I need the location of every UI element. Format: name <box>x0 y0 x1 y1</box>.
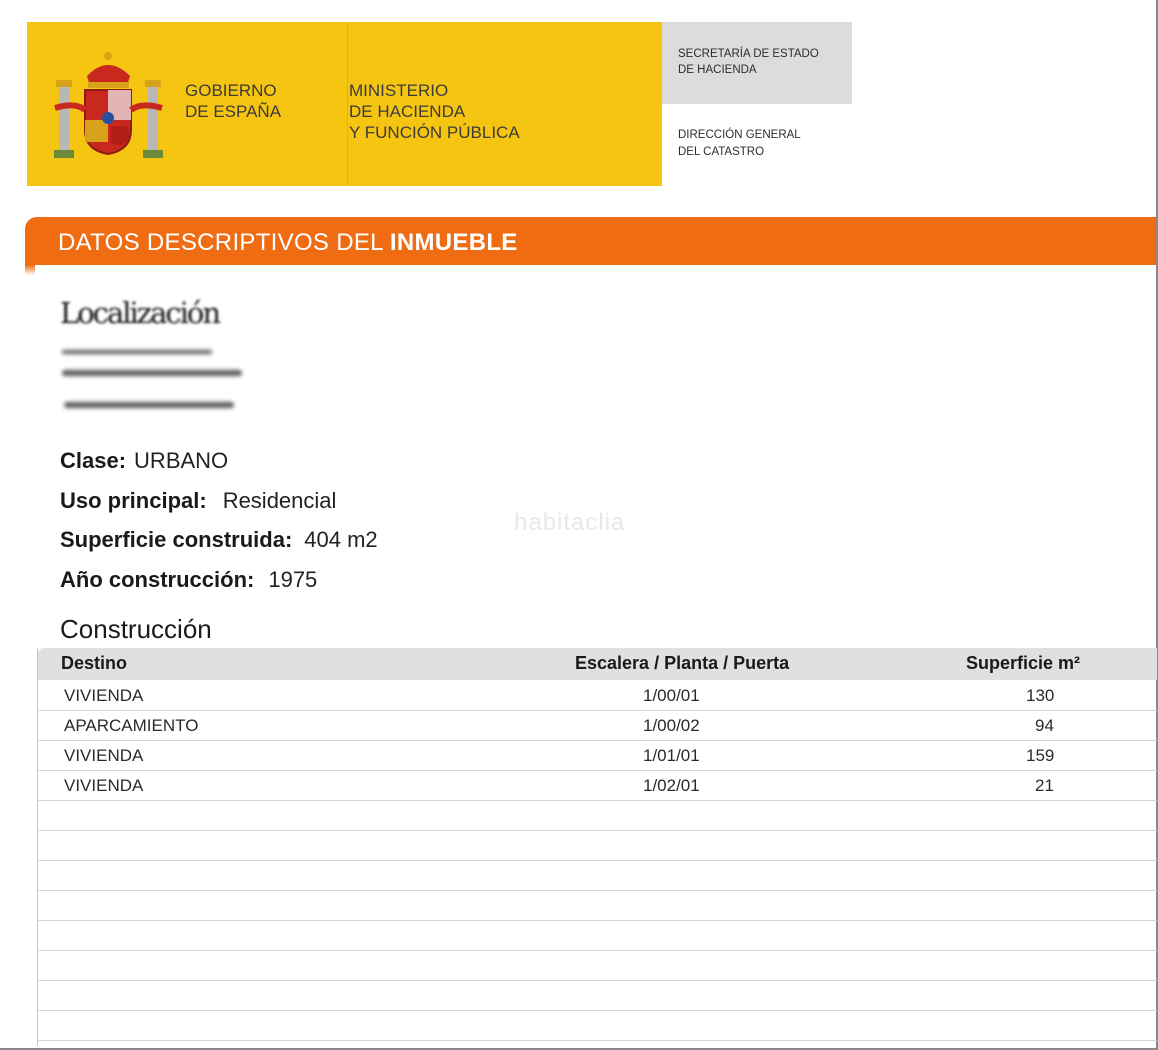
empty-table-row <box>38 950 1157 981</box>
empty-table-row <box>38 890 1157 921</box>
table-row <box>38 710 1157 741</box>
field-clase <box>60 448 228 474</box>
government-name <box>185 80 281 122</box>
field-anio <box>60 567 317 593</box>
construccion-table <box>37 648 1157 1046</box>
superficie-label: Superficie construida: <box>60 527 293 552</box>
watermark: habitaclia <box>514 509 626 536</box>
column-header-superficie: Superficie m² <box>966 653 1081 673</box>
construccion-heading: Construcción <box>60 614 212 644</box>
table-row <box>38 740 1157 771</box>
empty-table-row <box>38 830 1157 861</box>
ministry-line-2: DE HACIENDA <box>349 102 466 121</box>
anio-label: Año construcción: <box>60 567 255 592</box>
redacted-line <box>62 370 242 376</box>
gov-line-1: GOBIERNO <box>185 81 277 100</box>
location-title: Localización <box>60 296 220 330</box>
column-header-escalera: Escalera / Planta / Puerta <box>575 653 790 673</box>
table-row <box>38 680 1157 711</box>
coat-of-arms-icon <box>51 46 166 161</box>
cell-superficie: 159 <box>1026 746 1055 765</box>
secretaria-box <box>662 22 852 104</box>
column-header-destino: Destino <box>61 653 128 673</box>
uso-label: Uso principal: <box>60 488 207 513</box>
cell-destino: VIVIENDA <box>64 776 144 795</box>
section-title-bar <box>25 217 1156 265</box>
direccion-general-text <box>678 127 801 161</box>
direccion-line-1: DIRECCIÓN GENERAL <box>678 129 801 141</box>
cell-escalera: 1/01/01 <box>643 746 700 765</box>
banner-divider <box>347 22 348 186</box>
empty-table-row <box>38 860 1157 891</box>
table-row <box>38 770 1157 801</box>
anio-value: 1975 <box>268 567 318 592</box>
field-superficie <box>60 527 378 553</box>
cell-superficie: 21 <box>1035 776 1054 795</box>
cell-destino: VIVIENDA <box>64 746 144 765</box>
direccion-line-2: DEL CATASTRO <box>678 146 765 158</box>
field-uso-principal <box>60 488 336 514</box>
cell-superficie: 130 <box>1026 686 1055 705</box>
cell-escalera: 1/00/01 <box>643 686 700 705</box>
empty-table-row <box>38 1010 1157 1041</box>
clase-value: URBANO <box>134 448 229 473</box>
empty-table-row <box>38 800 1157 831</box>
cell-destino: APARCAMIENTO <box>64 716 199 735</box>
empty-table-row <box>38 920 1157 951</box>
cell-superficie: 94 <box>1035 716 1054 735</box>
clase-label: Clase: <box>60 448 127 473</box>
uso-value: Residencial <box>222 488 337 513</box>
ministry-line-1: MINISTERIO <box>349 81 449 100</box>
cell-destino: VIVIENDA <box>64 686 144 705</box>
redacted-line <box>62 350 212 354</box>
table-header <box>38 648 1157 680</box>
empty-table-row <box>38 980 1157 1011</box>
section-title-bold: INMUEBLE <box>389 229 518 256</box>
superficie-value: 404 m2 <box>304 527 378 552</box>
redacted-line <box>64 402 234 408</box>
secretaria-line-1: SECRETARÍA DE ESTADO <box>678 48 819 60</box>
ministry-name <box>349 80 520 143</box>
gov-line-2: DE ESPAÑA <box>185 102 282 121</box>
section-title <box>58 229 518 257</box>
section-title-regular: DATOS DESCRIPTIVOS DEL <box>58 229 390 256</box>
government-banner <box>27 22 662 186</box>
cell-escalera: 1/02/01 <box>643 776 700 795</box>
secretaria-line-2: DE HACIENDA <box>678 64 757 76</box>
secretaria-text <box>678 46 819 78</box>
ministry-line-3: Y FUNCIÓN PÚBLICA <box>349 123 520 142</box>
cell-escalera: 1/00/02 <box>643 716 700 735</box>
